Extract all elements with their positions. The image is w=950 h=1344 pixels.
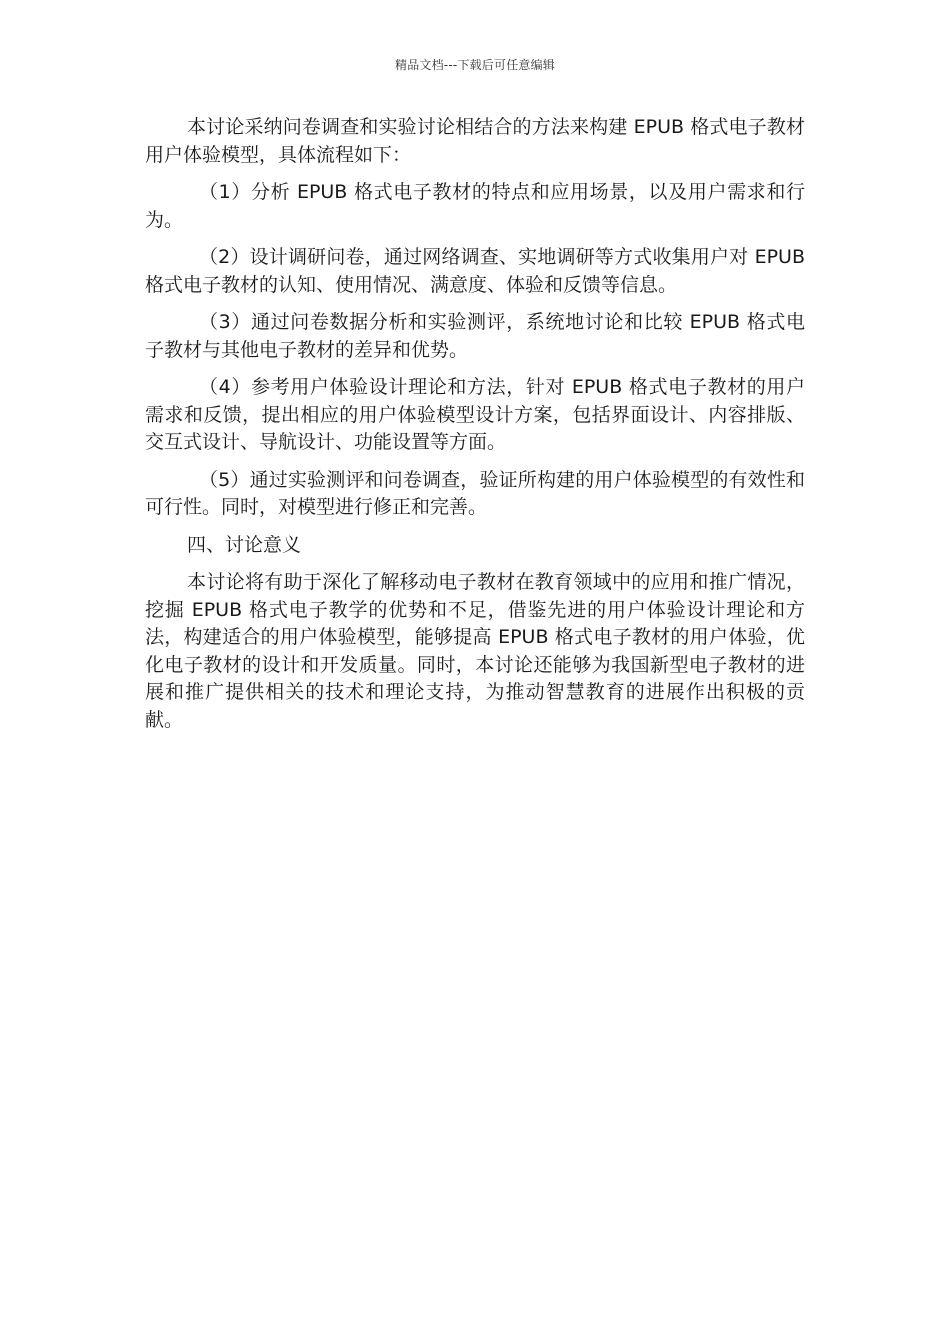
step-5-paragraph: （5）通过实验测评和问卷调查，验证所构建的用户体验模型的有效性和可行性。同时，对模型进行修正和完善。	[145, 468, 805, 518]
intro-paragraph: 本讨论采纳问卷调查和实验讨论相结合的方法来构建 EPUB 格式电子教材用户体验模型，具体流程如下：	[145, 116, 805, 166]
step-1-paragraph: （1）分析 EPUB 格式电子教材的特点和应用场景，以及用户需求和行为。	[145, 181, 805, 231]
section-heading: 四、讨论意义	[187, 533, 302, 556]
step-4-paragraph: （4）参考用户体验设计理论和方法，针对 EPUB 格式电子教材的用户需求和反馈，提出相应的用户体验模型设计方案，包括界面设计、内容排版、交互式设计、导航设计、功能设置等方面。	[145, 376, 805, 453]
page-header: 精品文档---下载后可任意编辑	[395, 58, 555, 72]
document-body	[145, 114, 805, 744]
significance-paragraph: 本讨论将有助于深化了解移动电子教材在教育领域中的应用和推广情况，挖掘 EPUB 格式电子教学的优势和不足，借鉴先进的用户体验设计理论和方法，构建适合的用户体验模型，能够提高 EPUB 格式电子教材的用户体验，优化电子教材的设计和开发质量。同时，本讨论还能够为我国新型电子教材的进展和推广提供相关的技术和理论支持，为推动智慧教育的进展作出积极的贡献。	[145, 571, 805, 731]
step-3-paragraph: （3）通过问卷数据分析和实验测评，系统地讨论和比较 EPUB 格式电子教材与其他电子教材的差异和优势。	[145, 311, 805, 361]
step-2-paragraph: （2）设计调研问卷，通过网络调查、实地调研等方式收集用户对 EPUB 格式电子教材的认知、使用情况、满意度、体验和反馈等信息。	[145, 246, 805, 296]
